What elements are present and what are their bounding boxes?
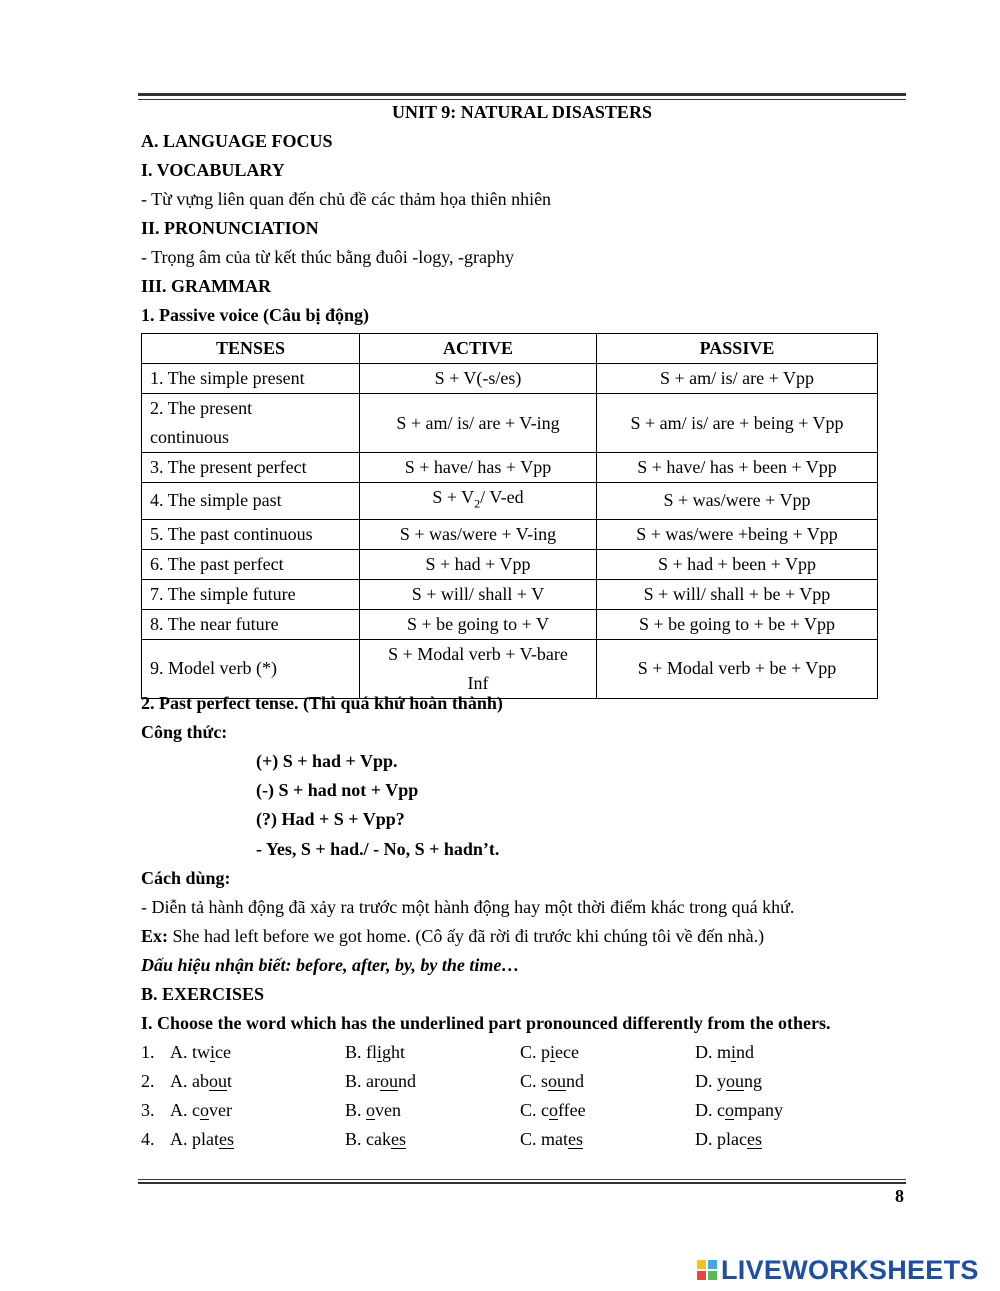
option-text-rest: nd: [736, 1042, 755, 1062]
top-rule: [138, 93, 906, 100]
passive-cell: S + was/were +being + Vpp: [597, 519, 878, 549]
underlined-part: o: [549, 1100, 558, 1120]
table-header-row: [142, 334, 878, 364]
underlined-part: i: [210, 1042, 216, 1062]
table-row: [142, 519, 878, 549]
tense-cell: 8. The near future: [142, 609, 360, 639]
option-text-rest: ce: [215, 1042, 231, 1062]
question-number: 4.: [141, 1129, 155, 1149]
active-line-1: S + Modal verb + V-bare: [388, 643, 568, 664]
answer-option[interactable]: [345, 1099, 401, 1121]
logo-block: [697, 1271, 706, 1280]
option-text: D. m: [695, 1042, 731, 1062]
grammar-heading: III. GRAMMAR: [141, 276, 271, 296]
exercises-heading: B. EXERCISES: [141, 984, 265, 1004]
question-number: 1.: [141, 1042, 155, 1062]
question-number: 3.: [141, 1100, 155, 1120]
exercise-instruction: I. Choose the word which has the underlined part pronounced differently from the others.: [141, 1013, 831, 1033]
logo-text: LIVEWORKSHEETS: [721, 1254, 979, 1285]
question-row: [141, 1070, 901, 1092]
active-line-2: Inf: [467, 672, 489, 693]
answer-option[interactable]: [520, 1070, 584, 1092]
answer-option[interactable]: [345, 1128, 406, 1150]
tense-cell: [142, 394, 360, 453]
option-text-rest: ght: [382, 1042, 406, 1062]
pronunciation-text: - Trọng âm của từ kết thúc bằng đuôi -logy, -graphy: [141, 247, 515, 267]
option-text-rest: ver: [209, 1100, 232, 1120]
option-text: A. ab: [170, 1071, 209, 1091]
option-text-rest: nd: [398, 1071, 416, 1091]
underlined-part: es: [568, 1129, 583, 1149]
active-subscript: 2: [474, 496, 481, 511]
liveworksheets-logo: [697, 1255, 979, 1285]
active-cell: S + am/ is/ are + V-ing: [360, 394, 597, 453]
passive-voice-heading: 1. Passive voice (Câu bị động): [141, 305, 370, 325]
answer-option[interactable]: [345, 1070, 416, 1092]
pronunciation-heading: II. PRONUNCIATION: [141, 218, 319, 238]
formula-question: (?) Had + S + Vpp?: [256, 809, 405, 829]
tense-cell: 1. The simple present: [142, 364, 360, 394]
option-text: B. cak: [345, 1129, 391, 1149]
tense-cell: 4. The simple past: [142, 483, 360, 520]
option-text-rest: t: [227, 1071, 233, 1091]
option-text-rest: ffee: [558, 1100, 586, 1120]
option-text: D. y: [695, 1071, 726, 1091]
option-text: C. c: [520, 1100, 549, 1120]
option-text: A. c: [170, 1100, 200, 1120]
answer-option[interactable]: [520, 1099, 586, 1121]
active-cell: S + had + Vpp: [360, 549, 597, 579]
underlined-part: ou: [209, 1071, 227, 1091]
underlined-part: ou: [726, 1071, 744, 1091]
active-cell: S + was/were + V-ing: [360, 519, 597, 549]
passive-voice-table: [141, 333, 878, 699]
table-row: [142, 549, 878, 579]
formula-label: Công thức:: [141, 722, 228, 742]
underlined-part: o: [200, 1100, 209, 1120]
active-cell: S + be going to + V: [360, 609, 597, 639]
past-perfect-heading: 2. Past perfect tense. (Thì quá khứ hoàn thành): [141, 693, 503, 713]
tense-line-1: 2. The present: [150, 398, 253, 418]
underlined-part: o: [725, 1100, 734, 1120]
header-active: ACTIVE: [360, 334, 597, 364]
underlined-part: es: [219, 1129, 234, 1149]
page-number: 8: [895, 1186, 904, 1206]
table-row: [142, 453, 878, 483]
table-row: [142, 579, 878, 609]
option-text: B. fl: [345, 1042, 378, 1062]
underlined-part: i: [731, 1042, 737, 1062]
option-text-rest: mpany: [734, 1100, 783, 1120]
active-cell: [360, 639, 597, 698]
underlined-part: o: [366, 1100, 376, 1120]
page-title: UNIT 9: NATURAL DISASTERS: [392, 102, 652, 122]
table-row: [142, 483, 878, 520]
passive-cell: S + will/ shall + be + Vpp: [597, 579, 878, 609]
logo-block: [708, 1260, 717, 1269]
active-text: S + V: [432, 487, 475, 507]
option-text: C. s: [520, 1071, 549, 1091]
table-row: [142, 394, 878, 453]
header-tenses: TENSES: [142, 334, 360, 364]
option-text-rest: ven: [375, 1100, 402, 1120]
signal-words: Dấu hiệu nhận biết: before, after, by, by the time…: [141, 955, 520, 975]
underlined-part: es: [390, 1129, 406, 1149]
vocabulary-text: - Từ vựng liên quan đến chủ đề các thảm họa thiên nhiên: [141, 189, 552, 209]
example-label: Ex:: [141, 926, 168, 946]
option-text-rest: ece: [555, 1042, 579, 1062]
passive-cell: S + be going to + be + Vpp: [597, 609, 878, 639]
option-text: C. p: [520, 1042, 551, 1062]
active-cell: S + have/ has + Vpp: [360, 453, 597, 483]
table-row: [142, 609, 878, 639]
example-line: [141, 925, 764, 947]
option-text: C. mat: [520, 1129, 568, 1149]
tense-line-2: continuous: [150, 427, 229, 447]
underlined-part: ou: [548, 1071, 567, 1091]
active-text-rest: / V-ed: [480, 487, 524, 507]
question-number: 2.: [141, 1071, 155, 1091]
bottom-rule: [138, 1179, 906, 1184]
option-text: B. ar: [345, 1071, 380, 1091]
answer-option[interactable]: [695, 1128, 762, 1150]
active-cell: S + V(-s/es): [360, 364, 597, 394]
answer-option[interactable]: [695, 1041, 754, 1063]
tense-cell: 9. Model verb (*): [142, 639, 360, 698]
question-row: [141, 1099, 901, 1121]
answer-option[interactable]: [170, 1128, 234, 1150]
answer-option[interactable]: [520, 1128, 583, 1150]
answer-option[interactable]: [170, 1041, 231, 1063]
usage-label: Cách dùng:: [141, 868, 231, 888]
logo-block: [697, 1260, 706, 1269]
logo-blocks-icon: [697, 1260, 717, 1280]
option-text: A. tw: [170, 1042, 210, 1062]
table-row: [142, 639, 878, 698]
example-text: She had left before we got home. (Cô ấy đã rời đi trước khi chúng tôi về đến nhà.): [168, 926, 765, 946]
formula-positive: (+) S + had + Vpp.: [256, 751, 398, 771]
table-row: [142, 364, 878, 394]
passive-cell: S + was/were + Vpp: [597, 483, 878, 520]
passive-cell: S + had + been + Vpp: [597, 549, 878, 579]
logo-block: [708, 1271, 717, 1280]
underlined-part: i: [550, 1042, 556, 1062]
answer-option[interactable]: [345, 1041, 405, 1063]
answer-option[interactable]: [695, 1099, 783, 1121]
header-passive: PASSIVE: [597, 334, 878, 364]
tense-cell: 3. The present perfect: [142, 453, 360, 483]
passive-cell: S + have/ has + been + Vpp: [597, 453, 878, 483]
option-text: D. plac: [695, 1129, 747, 1149]
answer-option[interactable]: [520, 1041, 579, 1063]
answer-option[interactable]: [170, 1070, 232, 1092]
tense-cell: 6. The past perfect: [142, 549, 360, 579]
formula-answer: - Yes, S + had./ - No, S + hadn’t.: [256, 839, 500, 859]
passive-cell: S + am/ is/ are + being + Vpp: [597, 394, 878, 453]
option-text-rest: ng: [744, 1071, 762, 1091]
question-row: [141, 1041, 901, 1063]
passive-cell: S + Modal verb + be + Vpp: [597, 639, 878, 698]
option-text: D. c: [695, 1100, 725, 1120]
usage-text: - Diễn tả hành động đã xảy ra trước một hành động hay một thời điểm khác trong quá khứ.: [141, 897, 795, 917]
underlined-part: ou: [380, 1071, 398, 1091]
tense-cell: 5. The past continuous: [142, 519, 360, 549]
active-cell: S + will/ shall + V: [360, 579, 597, 609]
answer-option[interactable]: [170, 1099, 232, 1121]
option-text-rest: nd: [566, 1071, 585, 1091]
underlined-part: es: [746, 1129, 762, 1149]
section-a-heading: A. LANGUAGE FOCUS: [141, 131, 333, 151]
formula-negative: (-) S + had not + Vpp: [256, 780, 419, 800]
tense-cell: 7. The simple future: [142, 579, 360, 609]
question-row: [141, 1128, 901, 1150]
underlined-part: i: [377, 1042, 383, 1062]
answer-option[interactable]: [695, 1070, 762, 1092]
vocabulary-heading: I. VOCABULARY: [141, 160, 285, 180]
option-text: A. plat: [170, 1129, 219, 1149]
passive-cell: S + am/ is/ are + Vpp: [597, 364, 878, 394]
active-cell: [360, 483, 597, 520]
option-text: B.: [345, 1100, 367, 1120]
